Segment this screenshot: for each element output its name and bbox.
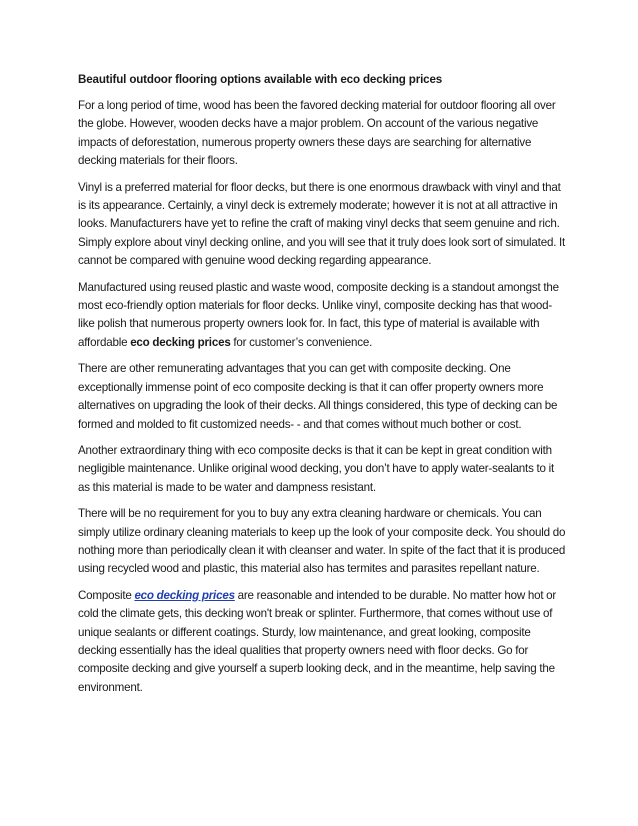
paragraph-vinyl-decks: Vinyl is a preferred material for floor decks, but there is one enormous drawback with vinyl and that is its appearance. Certainly, a vinyl deck is extremely moderate; however it is not at all attractive in looks. Manufacturers have yet to refine the craft of making vinyl decks that seem genuine and rich. Simply explore about vinyl decking online, and you will see that it truly does look sort of simulated. It cannot be compared with genuine wood decking regarding appearance. [78, 180, 566, 268]
paragraph-conclusion [78, 587, 568, 697]
paragraph-text: Manufactured using reused plastic and waste wood, composite decking is a standout amongst the most eco-friendly option materials for floor decks. Unlike vinyl, composite decking has that wood-like polish that numerous property owners look for. In fact, this type of material is available with affordable [78, 280, 559, 349]
paragraph-composite-decking [78, 279, 568, 353]
eco-decking-prices-link[interactable]: eco decking prices [134, 588, 235, 602]
paragraph-cleaning: There will be no requirement for you to buy any extra cleaning hardware or chemicals. You can simply utilize ordinary cleaning materials to keep up the look of your composite deck. You should do nothing more than periodically clean it with cleanser and water. In spite of the fact that it is produced using recycled wood and plastic, this material also has termites and parasites repellant nature. [78, 507, 566, 576]
paragraph-text: are reasonable and intended to be durable. No matter how hot or cold the climate gets, this decking won't break or splinter. Furthermore, that comes without use of unique sealants or different coatings. Sturdy, low maintenance, and great looking, composite decking essentially has the ideal qualities that property owners need with floor decks. Go for composite decking and give yourself a superb looking deck, and in the meantime, help saving the environment. [78, 588, 557, 694]
paragraph-text: for customer’s convenience. [230, 335, 373, 349]
bold-keyword: eco decking prices [130, 335, 231, 349]
paragraph-text: Composite [78, 588, 135, 602]
paragraph-wood-decks: For a long period of time, wood has been the favored decking material for outdoor flooring all over the globe. However, wooden decks have a major problem. On account of the various negative impacts of deforestation, numerous property owners these days are searching for alternative decking materials for their floors. [78, 99, 556, 168]
paragraph-advantages: There are other remunerating advantages that you can get with composite decking. One exceptionally immense point of eco composite decking is that it can offer property owners more alternatives on upgrading the look of their decks. All things considered, this type of decking can be formed and molded to fit customized needs- - and that comes without much bother or cost. [78, 362, 558, 431]
document-title: Beautiful outdoor flooring options available with eco decking prices [78, 73, 443, 86]
paragraph-maintenance: Another extraordinary thing with eco composite decks is that it can be kept in great condition with negligible maintenance. Unlike original wood decking, you don’t have to apply water-sealants to it as this material is made to be water and dampness resistant. [78, 443, 554, 494]
